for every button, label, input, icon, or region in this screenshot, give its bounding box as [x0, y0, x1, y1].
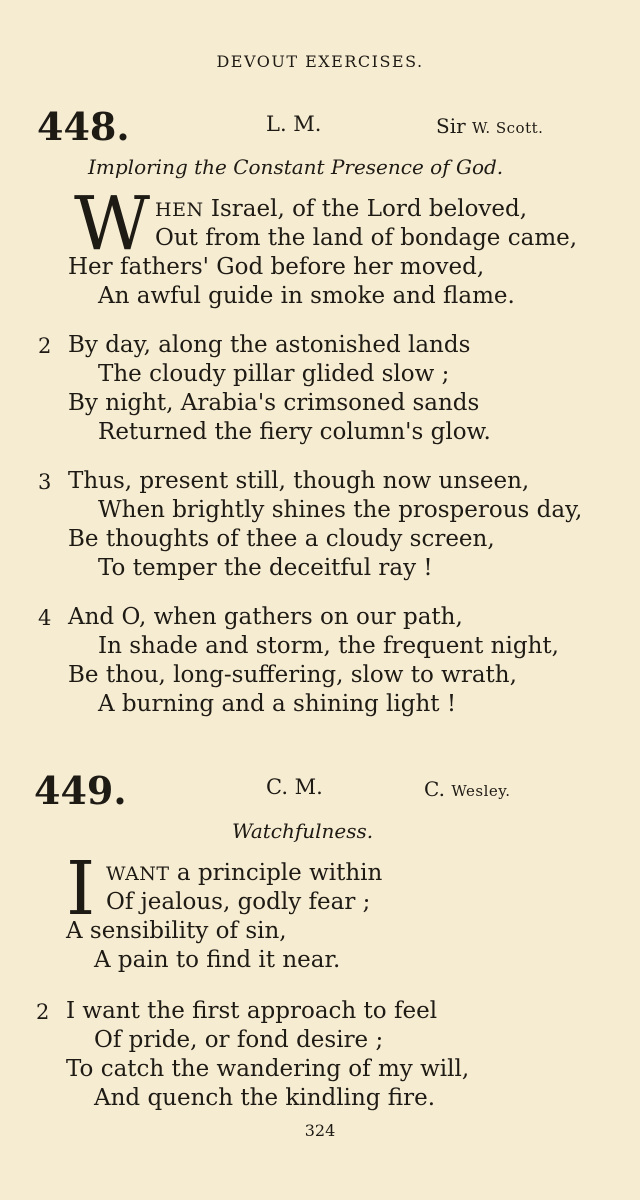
verse-line: A pain to find it near. — [94, 947, 341, 973]
verse-line: Her fathers' God before her moved, — [68, 254, 485, 280]
verse-line — [106, 860, 382, 886]
running-head: DEVOUT EXERCISES. — [216, 52, 424, 71]
verse-line: The cloudy pillar glided slow ; — [98, 361, 450, 387]
verse-line: In shade and storm, the frequent night, — [98, 633, 559, 659]
verse-line — [155, 196, 527, 222]
stanza-number: 3 — [38, 470, 52, 494]
opening-caps: HEN — [155, 199, 204, 221]
drop-cap: W — [74, 181, 151, 267]
stanza-number: 2 — [38, 334, 52, 358]
verse-line: And O, when gathers on our path, — [68, 604, 463, 630]
verse-line-text: Israel, of the Lord beloved, — [203, 196, 528, 222]
stanza-number: 2 — [36, 1000, 50, 1024]
verse-line: When brightly shines the prosperous day, — [98, 497, 583, 523]
verse-line: I want the first approach to feel — [66, 998, 438, 1024]
hymn-author — [424, 777, 511, 801]
verse-line: Returned the fiery column's glow. — [98, 419, 491, 445]
verse-line: A burning and a shining light ! — [98, 691, 457, 717]
verse-line: An awful guide in smoke and flame. — [98, 283, 515, 309]
verse-line: Thus, present still, though now unseen, — [68, 468, 530, 494]
author-name: W. Scott. — [472, 119, 544, 137]
hymn-author — [436, 114, 543, 138]
verse-line-text: a principle within — [169, 860, 383, 886]
opening-caps: WANT — [106, 863, 170, 885]
drop-cap: I — [66, 846, 96, 932]
hymn-meter: C. M. — [266, 775, 323, 799]
author-prefix: Sir — [436, 114, 466, 138]
hymn-subtitle: Watchfulness. — [232, 819, 374, 843]
author-prefix: C. — [424, 777, 445, 801]
page-number: 324 — [304, 1121, 336, 1140]
hymn-meter: L. M. — [266, 112, 322, 136]
hymn-number: 449. — [34, 768, 127, 813]
verse-line: A sensibility of sin, — [66, 918, 287, 944]
hymn-subtitle: Imploring the Constant Presence of God. — [88, 155, 504, 179]
verse-line: And quench the kindling fire. — [94, 1085, 436, 1111]
verse-line: By day, along the astonished lands — [68, 332, 471, 358]
hymn-number: 448. — [37, 104, 130, 149]
verse-line: To temper the deceitful ray ! — [98, 555, 433, 581]
verse-line: Be thoughts of thee a cloudy screen, — [68, 526, 495, 552]
verse-line: Of jealous, godly fear ; — [106, 889, 371, 915]
stanza-number: 4 — [38, 606, 52, 630]
verse-line: To catch the wandering of my will, — [66, 1056, 470, 1082]
verse-line: Out from the land of bondage came, — [155, 225, 578, 251]
author-name: Wesley. — [451, 782, 511, 800]
verse-line: Be thou, long-suffering, slow to wrath, — [68, 662, 517, 688]
verse-line: By night, Arabia's crimsoned sands — [68, 390, 480, 416]
verse-line: Of pride, or fond desire ; — [94, 1027, 384, 1053]
